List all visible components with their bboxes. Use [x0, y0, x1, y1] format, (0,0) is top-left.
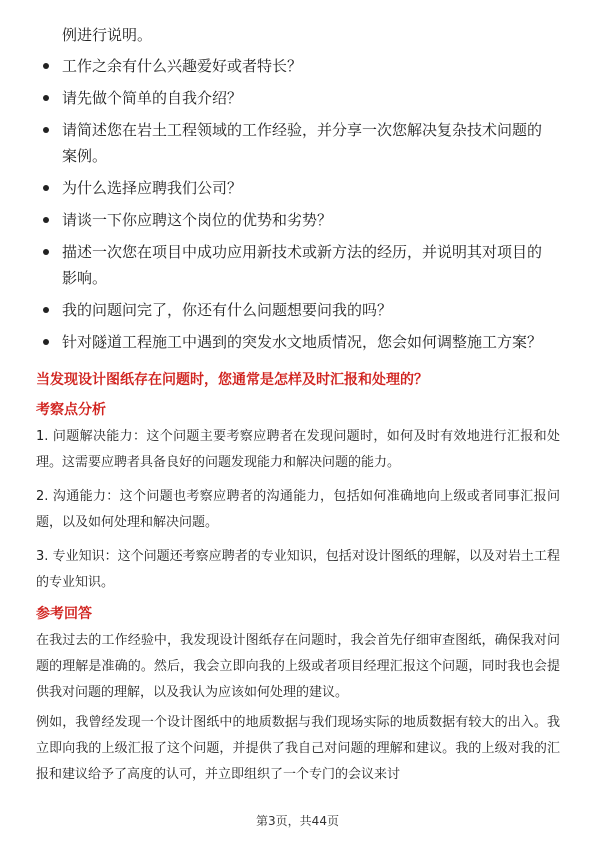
continuation-text: 例进行说明。 — [62, 26, 153, 44]
list-item: 针对隧道工程施工中遇到的突发水文地质情况，您会如何调整施工方案？ — [40, 329, 555, 355]
analysis-list — [36, 424, 560, 604]
list-item: 请简述您在岩土工程领域的工作经验，并分享一次您解决复杂技术问题的案例。 — [40, 117, 555, 169]
list-item: 请先做个简单的自我介绍？ — [40, 85, 555, 111]
question-list — [40, 53, 555, 361]
list-item: 为什么选择应聘我们公司？ — [40, 175, 555, 201]
answer-paragraph: 例如，我曾经发现一个设计图纸中的地质数据与我们现场实际的地质数据有较大的出入。我立即向我的上级汇报了这个问题，并提供了我自己对问题的理解和建议。我的上级对我的汇报和建议给予了高度的认可，并立即组织了一个专门的会议来讨 — [36, 715, 560, 782]
list-item: 请谈一下你应聘这个岗位的优势和劣势？ — [40, 207, 555, 233]
analysis-item: 3. 专业知识：这个问题还考察应聘者的专业知识，包括对设计图纸的理解，以及对岩土工程的专业知识。 — [36, 549, 560, 590]
list-item: 描述一次您在项目中成功应用新技术或新方法的经历，并说明其对项目的影响。 — [40, 239, 555, 291]
analysis-item: 2. 沟通能力：这个问题也考察应聘者的沟通能力，包括如何准确地向上级或者同事汇报问题，以及如何处理和解决问题。 — [36, 489, 560, 530]
answer-paragraph: 在我过去的工作经验中，我发现设计图纸存在问题时，我会首先仔细审查图纸，确保我对问题的理解是准确的。然后，我会立即向我的上级或者项目经理汇报这个问题，同时我也会提供我对问题的理解，以及我认为应该如何处理的建议。 — [36, 633, 560, 700]
question-heading: 当发现设计图纸存在问题时，您通常是怎样及时汇报和处理的？ — [36, 372, 428, 388]
analysis-item: 1. 问题解决能力：这个问题主要考察应聘者在发现问题时，如何及时有效地进行汇报和处理。这需要应聘者具备良好的问题发现能力和解决问题的能力。 — [36, 429, 560, 470]
page-number: 第3页，共44页 — [256, 814, 339, 828]
list-item: 工作之余有什么兴趣爱好或者特长？ — [40, 53, 555, 79]
answer-heading: 参考回答 — [36, 606, 92, 622]
list-item: 我的问题问完了，你还有什么问题想要问我的吗？ — [40, 297, 555, 323]
analysis-heading: 考察点分析 — [36, 402, 106, 418]
answer-body — [36, 628, 560, 792]
